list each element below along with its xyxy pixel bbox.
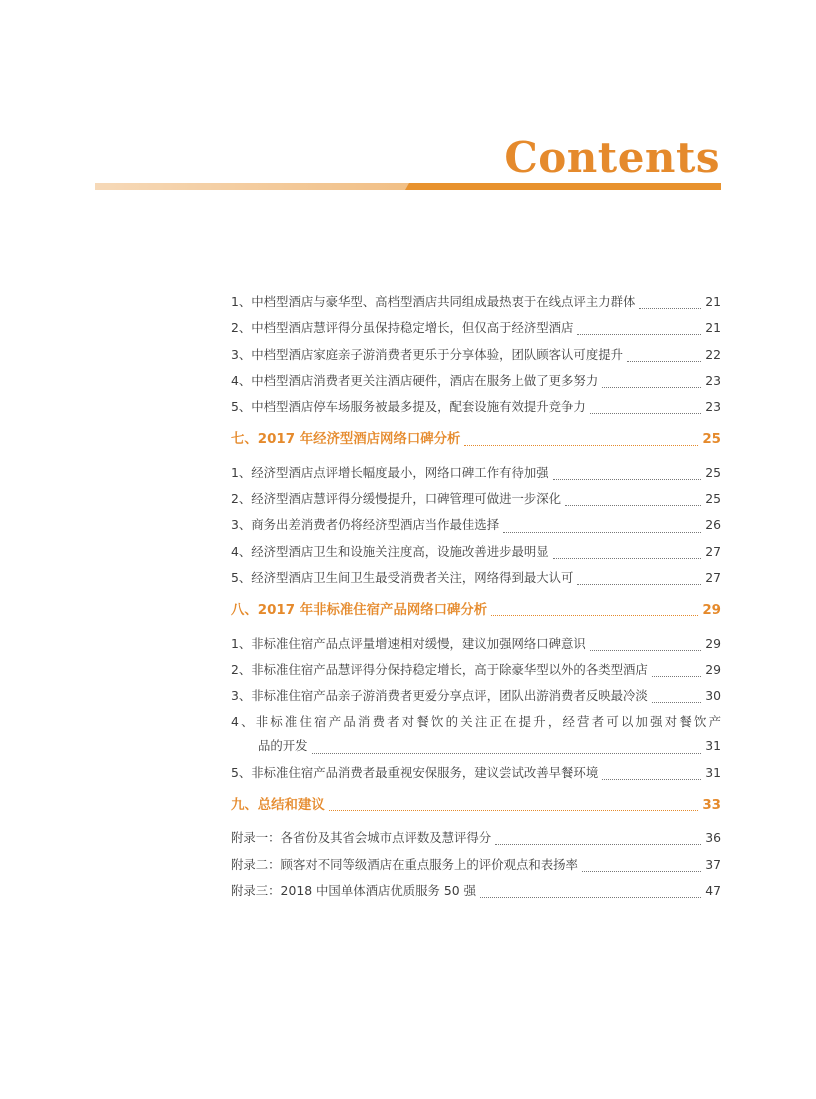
- page-number: 22: [705, 346, 721, 362]
- page-number: 47: [705, 882, 721, 898]
- leader-dots: [590, 649, 701, 651]
- leader-dots: [639, 307, 701, 309]
- leader-dots: [491, 614, 698, 616]
- page-number: 21: [705, 320, 721, 336]
- leader-dots: [329, 809, 699, 811]
- toc-entry[interactable]: 3、商务出差消费者仍将经济型酒店当作最佳选择 26: [231, 517, 721, 533]
- leader-dots: [480, 896, 701, 898]
- toc-appendix-entry[interactable]: 附录一：各省份及其省会城市点评数及慧评得分 36: [231, 830, 721, 846]
- page-number: 30: [705, 688, 721, 704]
- page-number: 27: [705, 569, 721, 585]
- page-number: 23: [705, 372, 721, 388]
- table-of-contents: [231, 292, 721, 907]
- page-number: 33: [702, 798, 721, 814]
- toc-entry[interactable]: 1、非标准住宿产品点评量增速相对缓慢，建议加强网络口碑意识 29: [231, 635, 721, 651]
- leader-dots: [565, 504, 701, 506]
- title-underline-accent: [405, 183, 721, 190]
- toc-section-heading[interactable]: 九、总结和建议 33: [231, 798, 721, 814]
- toc-entry[interactable]: 1、中档型酒店与豪华型、高档型酒店共同组成最热衷于在线点评主力群体 21: [231, 294, 721, 309]
- page-number: 25: [702, 432, 721, 448]
- page-number: 31: [705, 738, 721, 754]
- toc-entry[interactable]: 5、经济型酒店卫生间卫生最受消费者关注，网络得到最大认可 27: [231, 569, 721, 585]
- leader-dots: [464, 444, 698, 446]
- leader-dots: [602, 386, 701, 388]
- page-number: 29: [702, 603, 721, 619]
- toc-appendix-entry[interactable]: 附录三：2018 中国单体酒店优质服务 50 强 47: [231, 882, 721, 898]
- leader-dots: [652, 701, 701, 703]
- toc-entry-line: 4、非标准住宿产品消费者对餐饮的关注正在提升，经营者可以加强对餐饮产: [231, 714, 721, 730]
- toc-entry-multiline[interactable]: [231, 712, 721, 762]
- toc-entry[interactable]: 2、非标准住宿产品慧评得分保持稳定增长，高于除豪华型以外的各类型酒店 29: [231, 661, 721, 677]
- toc-entry[interactable]: 1、经济型酒店点评增长幅度最小，网络口碑工作有待加强 25: [231, 464, 721, 480]
- leader-dots: [652, 675, 701, 677]
- page-number: 25: [705, 491, 721, 507]
- leader-dots: [577, 333, 701, 335]
- leader-dots: [553, 478, 702, 480]
- toc-entry[interactable]: 3、中档型酒店家庭亲子游消费者更乐于分享体验，团队顾客认可度提升 22: [231, 346, 721, 362]
- toc-section-heading[interactable]: 七、2017 年经济型酒店网络口碑分析 25: [231, 432, 721, 448]
- toc-entry[interactable]: 3、非标准住宿产品亲子游消费者更爱分享点评，团队出游消费者反映最冷淡 30: [231, 688, 721, 704]
- page-number: 36: [705, 830, 721, 846]
- page-number: 37: [705, 856, 721, 872]
- page-number: 29: [705, 661, 721, 677]
- toc-entry[interactable]: 5、非标准住宿产品消费者最重视安保服务，建议尝试改善早餐环境 31: [231, 764, 721, 780]
- page-number: 29: [705, 635, 721, 651]
- page-number: 23: [705, 399, 721, 415]
- leader-dots: [312, 752, 702, 754]
- page-number: 25: [705, 464, 721, 480]
- leader-dots: [503, 531, 701, 533]
- leader-dots: [553, 557, 702, 559]
- toc-entry[interactable]: 4、经济型酒店卫生和设施关注度高，设施改善进步最明显 27: [231, 543, 721, 559]
- toc-section-heading[interactable]: 八、2017 年非标准住宿产品网络口碑分析 29: [231, 603, 721, 619]
- toc-entry[interactable]: 4、中档型酒店消费者更关注酒店硬件，酒店在服务上做了更多努力 23: [231, 372, 721, 388]
- page-number: 21: [705, 294, 721, 309]
- toc-entry-line: 品的开发: [258, 738, 308, 754]
- leader-dots: [590, 412, 701, 414]
- page-number: 26: [705, 517, 721, 533]
- leader-dots: [627, 360, 701, 362]
- leader-dots: [577, 583, 701, 585]
- toc-appendix-entry[interactable]: 附录二：顾客对不同等级酒店在重点服务上的评价观点和表扬率 37: [231, 856, 721, 872]
- page-title: Contents: [504, 133, 720, 182]
- toc-entry[interactable]: 2、经济型酒店慧评得分缓慢提升，口碑管理可做进一步深化 25: [231, 491, 721, 507]
- toc-entry[interactable]: 5、中档型酒店停车场服务被最多提及，配套设施有效提升竞争力 23: [231, 399, 721, 415]
- toc-entry[interactable]: 2、中档型酒店慧评得分虽保持稳定增长，但仅高于经济型酒店 21: [231, 320, 721, 336]
- leader-dots: [602, 778, 701, 780]
- leader-dots: [582, 870, 701, 872]
- page-number: 31: [705, 764, 721, 780]
- leader-dots: [495, 843, 701, 845]
- page-number: 27: [705, 543, 721, 559]
